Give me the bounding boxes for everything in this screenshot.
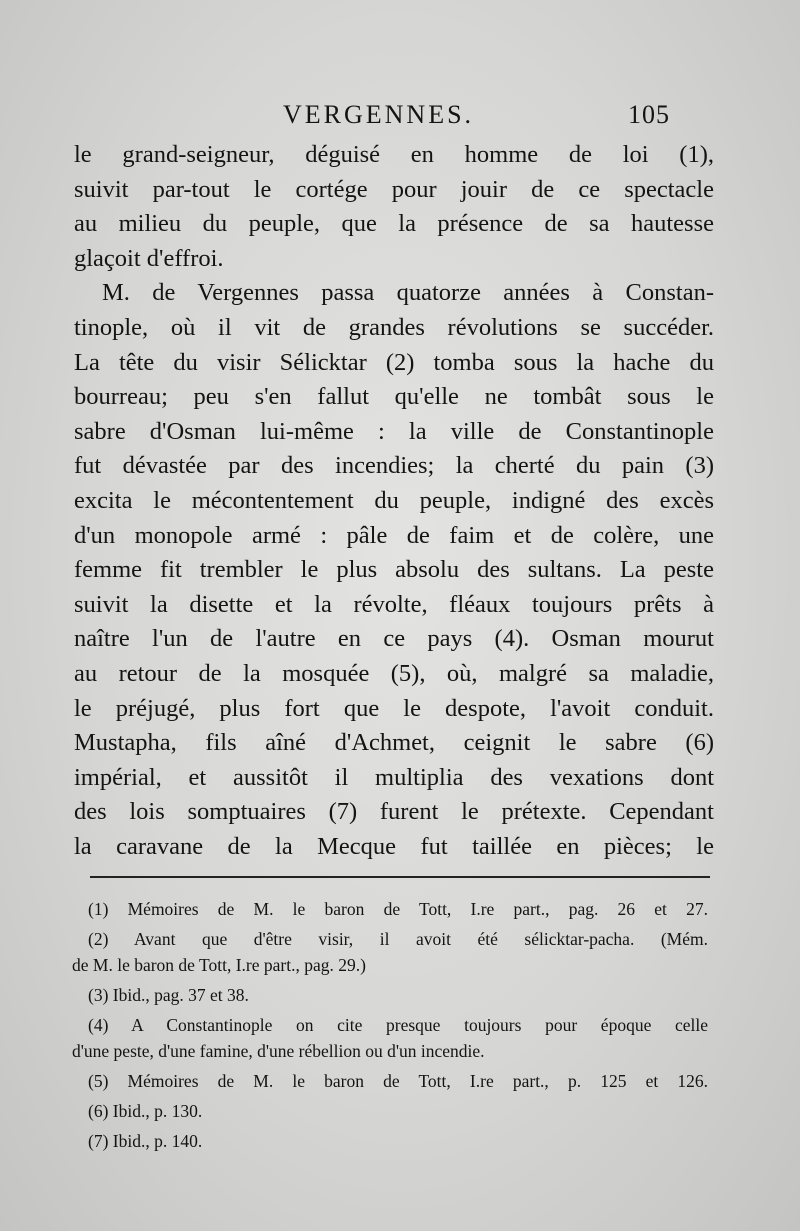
text-line: naître l'un de l'autre en ce pays (4). Osman mourut	[74, 625, 714, 653]
footnote-text: (4) A Constantinople on cite presque toujours pour époque celle	[88, 1015, 708, 1035]
text-line: le préjugé, plus fort que le despote, l'avoit conduit.	[74, 694, 714, 722]
text-line: tinople, où il vit de grandes révolutions se succéder.	[74, 313, 714, 341]
footnote-text: (1) Mémoires de M. le baron de Tott, I.re part., pag. 26 et 27.	[88, 899, 708, 919]
text-line: d'un monopole armé : pâle de faim et de colère, une	[74, 521, 714, 549]
text-line: excita le mécontentement du peuple, indigné des excès	[74, 486, 714, 514]
footnotes	[72, 896, 708, 1158]
footnote-text: (5) Mémoires de M. le baron de Tott, I.re part., p. 125 et 126.	[88, 1071, 708, 1091]
text-line: La tête du visir Sélicktar (2) tomba sous la hache du	[74, 348, 714, 376]
page-number: 105	[628, 100, 670, 129]
footnote-5	[88, 1068, 708, 1094]
text-line: des lois somptuaires (7) furent le prétexte. Cependant	[74, 798, 714, 826]
text-line: M. de Vergennes passa quatorze années à Constan-	[102, 279, 714, 307]
footnote-7	[88, 1128, 708, 1154]
text-line: sabre d'Osman lui-même : la ville de Constantinople	[74, 417, 714, 445]
footnote-6	[88, 1098, 708, 1124]
text-line: suivit par-tout le cortége pour jouir de ce spectacle	[74, 175, 714, 203]
running-title: VERGENNES.	[283, 100, 475, 129]
footnote-continuation: de M. le baron de Tott, I.re part., pag. 29.)	[72, 955, 366, 975]
footnote-text: (3) Ibid., pag. 37 et 38.	[88, 985, 249, 1005]
footnote-2	[72, 926, 708, 978]
text-line: au retour de la mosquée (5), où, malgré sa maladie,	[74, 659, 714, 687]
text-line: suivit la disette et la révolte, fléaux toujours prêts à	[74, 590, 714, 618]
footnote-3	[88, 982, 708, 1008]
text-line: la caravane de la Mecque fut taillée en pièces; le	[74, 832, 714, 860]
text-line: bourreau; peu s'en fallut qu'elle ne tombât sous le	[74, 383, 714, 411]
text-line: impérial, et aussitôt il multiplia des vexations dont	[74, 763, 714, 791]
footnote-1	[88, 896, 708, 922]
footnote-text: (7) Ibid., p. 140.	[88, 1131, 203, 1151]
footnote-4	[72, 1012, 708, 1064]
body-text	[74, 138, 714, 864]
text-line: le grand-seigneur, déguisé en homme de loi (1),	[74, 141, 714, 168]
text-line: Mustapha, fils aîné d'Achmet, ceignit le sabre (6)	[74, 729, 714, 757]
text-line: fut dévastée par des incendies; la cherté du pain (3)	[74, 452, 714, 480]
footnote-continuation: d'une peste, d'une famine, d'une rébellion ou d'un incendie.	[72, 1041, 485, 1061]
footnote-text: (2) Avant que d'être visir, il avoit été sélicktar-pacha. (Mém.	[88, 929, 708, 949]
footnote-divider	[90, 876, 710, 878]
text-line: femme fit trembler le plus absolu des sultans. La peste	[74, 556, 714, 584]
footnote-text: (6) Ibid., p. 130.	[88, 1101, 203, 1121]
text-line: au milieu du peuple, que la présence de sa hautesse	[74, 210, 714, 238]
text-line: glaçoit d'effroi.	[74, 244, 224, 272]
